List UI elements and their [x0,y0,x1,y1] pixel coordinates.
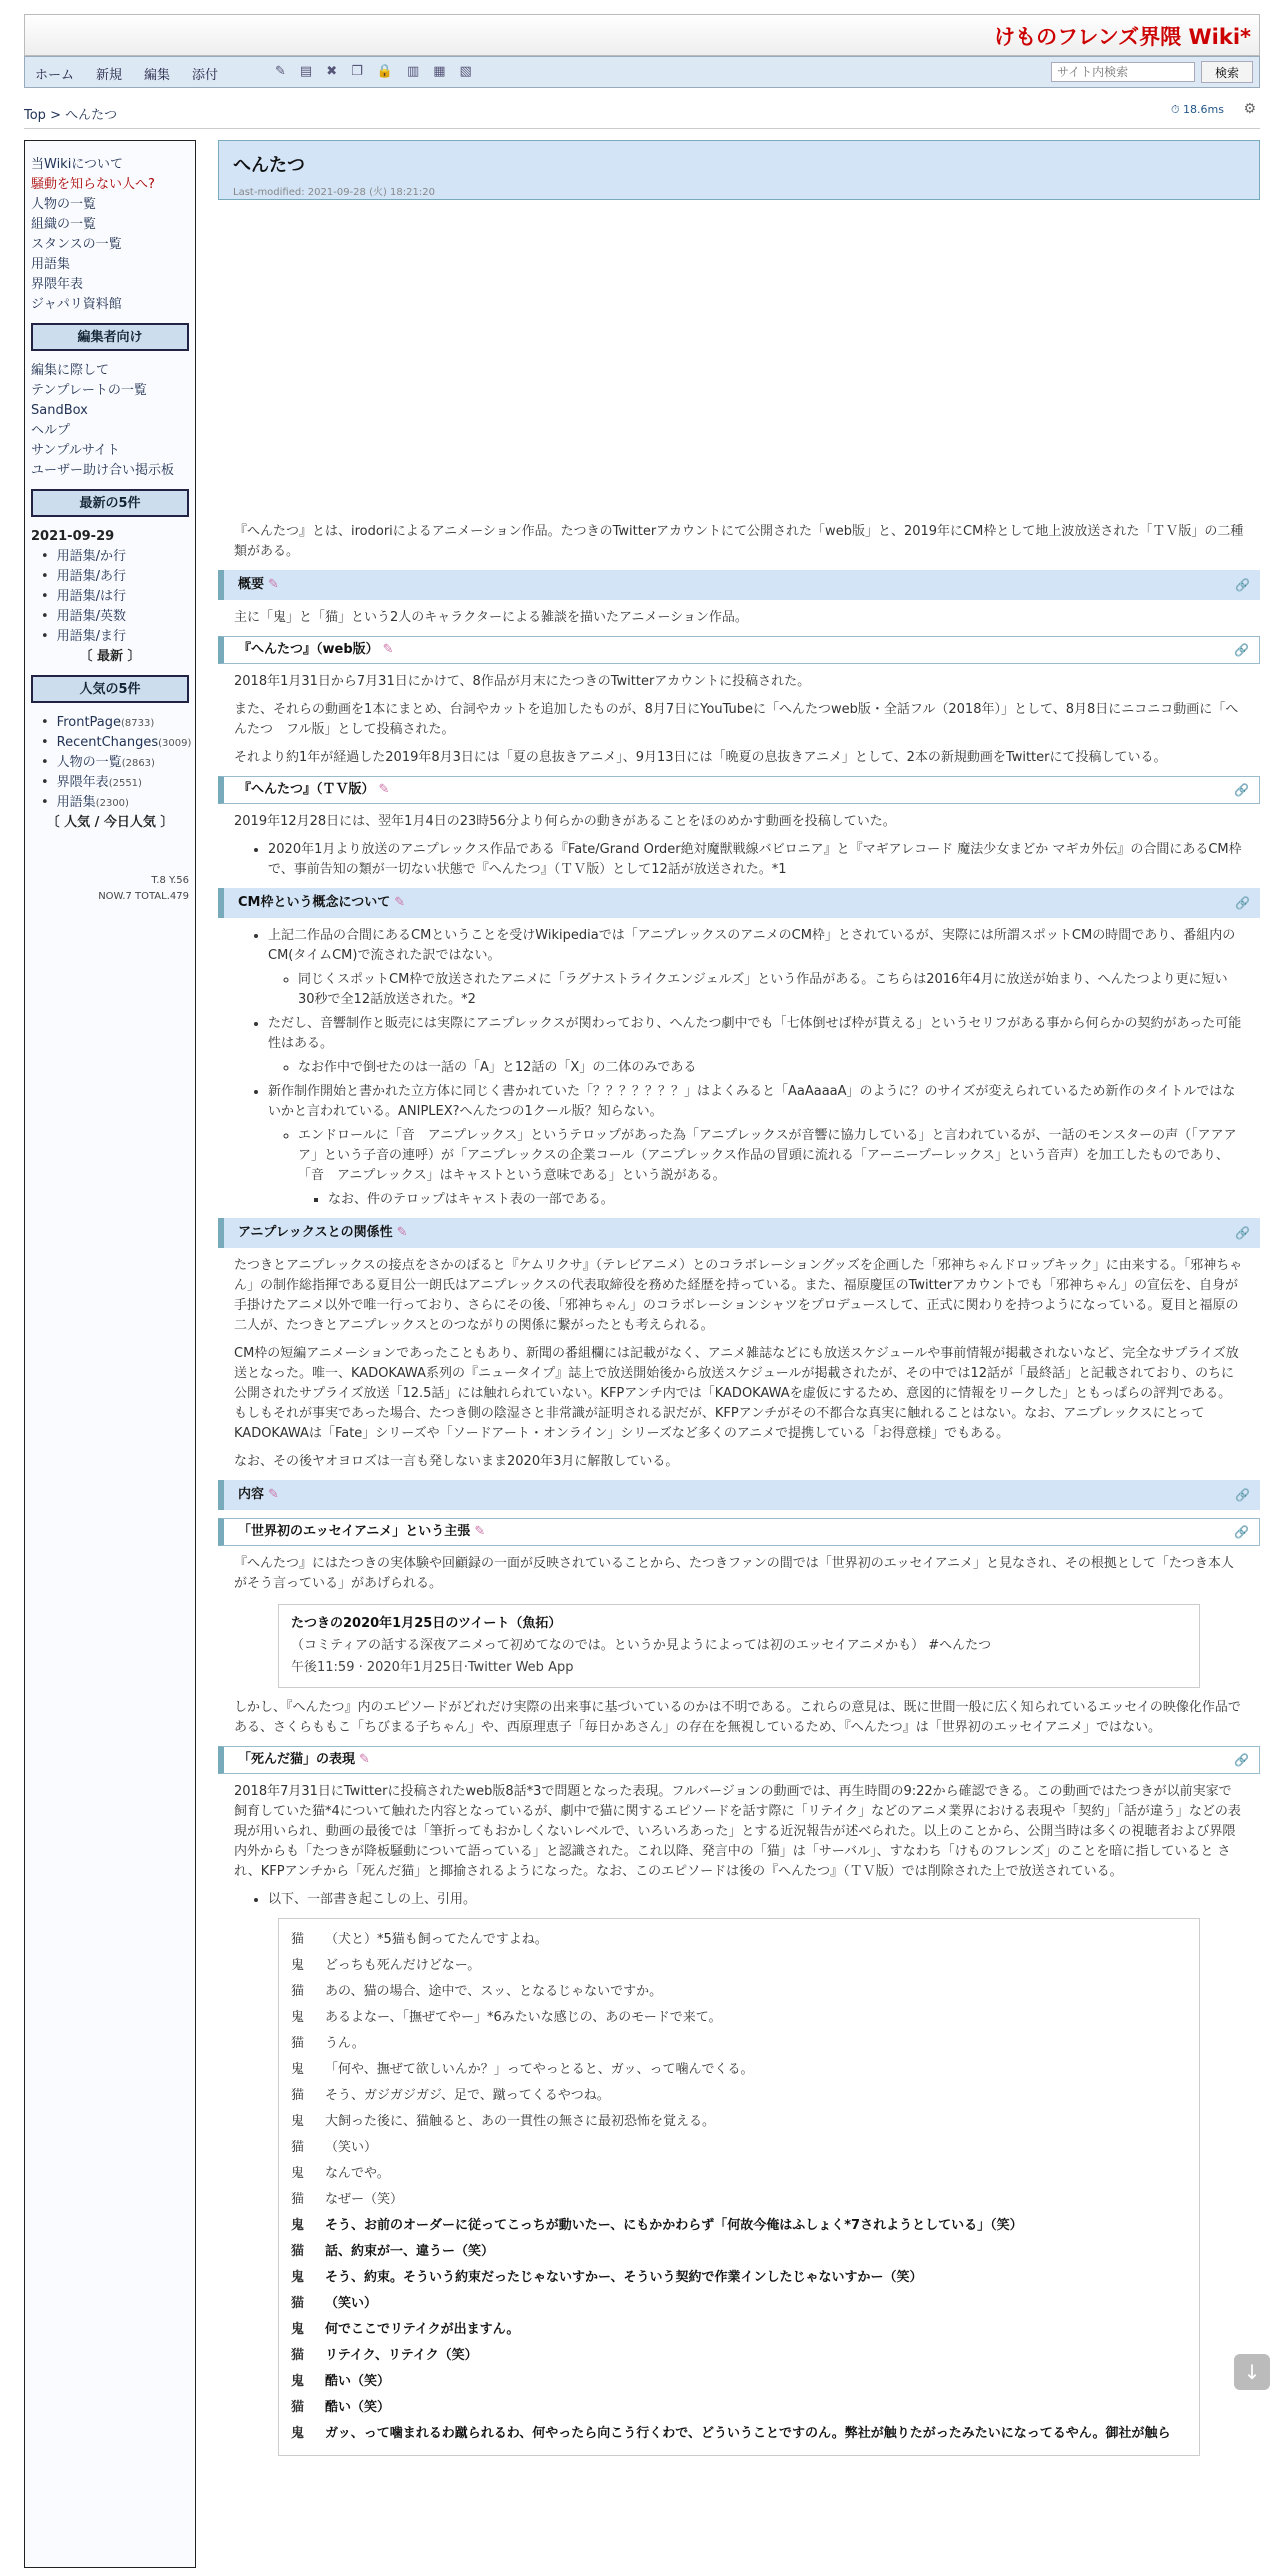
speaker-label: 鬼 [291,2166,305,2181]
edit-section-icon[interactable]: ✎ [396,1225,408,1240]
delete-icon[interactable]: ✖ [326,64,338,79]
speech-text: 話、約束が一、違うー（笑） [325,2244,495,2259]
popular-name[interactable]: 人物の一覧 [56,755,122,770]
transcript-line [291,2031,1187,2057]
perf-value: 18.6ms [1183,103,1224,116]
speech-text: そう、お前のオーダーに従ってこっちが動いたー、にもかかわらず「何故今俺はふしょく*7されようとしている」（笑） [325,2218,1023,2233]
paragraph: たつきとアニプレックスの接点をさかのぼると『ケムリクサ』（テレビアニメ）とのコラボレーショングッズを企画した「邪神ちゃんドロップキック」に由来する。「邪神ちゃん」の制作総指揮である夏目公一朗氏はアニプレックスの代表取締役を務めた経歴を持っている。また、福原慶匡のTwitterアカウントでも「邪神ちゃん」の宣伝を、自身が手掛けたアニメ以外で唯一行っており、さらにその後、「邪神ちゃん」のコラボレーションシャツをプロデュースして、正式に関わりを持つようになっている。夏目と福原の二人が、たつきとアニプレックスとのつながりの関係に繋がったとも考えられる。 [234,1258,1243,1333]
transcript-line [291,2109,1187,2135]
transcript-line [291,1979,1187,2005]
speaker-label: 猫 [291,2348,305,2363]
paragraph: しかし、『へんたつ』内のエピソードがどれだけ実際の出来事に基づいているのかは不明である。これらの意見は、既に世間一般に広く知られているエッセイの映像化作品である、さくらももこ「ちびまる子ちゃん」や、西原理恵子「毎日かあさん」の存在を無視しているため、『へんたつ』は「世界初のエッセイアニメ」ではない。 [234,1700,1241,1735]
popular-count: (2551) [108,778,142,789]
sidebar-link-editing[interactable]: 編集に際して [31,363,110,378]
site-title[interactable]: けものフレンズ界隈 Wiki* [994,25,1251,49]
section-title: 『へんたつ』（ＴＶ版） [238,782,375,797]
list-text: エンドロールに「音 アニプレックス」というテロップがあった為「アニプレックスが音響に協力している」と言われているが、一話のモンスターの声（「アアアア」という子音の連呼）が「アニプレックスの企業コール（アニプレックス作品の冒頭に流れる「アーニープーレックス」という音声）を加工したものであり、「音 アニプレックス」はキャストという意味である」という説がある。 [298,1128,1237,1183]
latest-list [31,547,189,647]
link-icon[interactable]: 🔗 [1235,896,1250,910]
latest-section-head: 最新の5件 [31,489,189,517]
list-item[interactable]: • 用語集/あ行 [41,567,189,587]
speaker-label: 猫 [291,2088,305,2103]
transcript-line [291,2083,1187,2109]
link-icon[interactable]: 🔗 [1235,1226,1250,1240]
edit-section-icon[interactable]: ✎ [394,895,406,910]
edit-section-icon[interactable]: ✎ [359,1752,370,1767]
article-body [218,522,1260,2456]
speaker-label: 猫 [291,2296,305,2311]
speaker-label: 鬼 [291,2218,305,2233]
speech-text: 酷い（笑） [325,2400,391,2415]
main-content [218,140,1260,2456]
search-button[interactable]: 検索 [1201,61,1253,83]
copy-icon[interactable]: ❐ [351,64,363,79]
speaker-label: 鬼 [291,2010,305,2025]
list-item[interactable] [41,713,189,733]
edit-section-icon[interactable]: ✎ [268,1487,279,1502]
speech-text: なんでや。 [325,2166,390,2181]
popular-more-link[interactable]: 〔 人気 / 今日人気 〕 [46,815,174,830]
transcript-line [291,2265,1187,2291]
sidebar-link-people[interactable]: 人物の一覧 [31,197,97,212]
transcript-line [291,1927,1187,1953]
transcript-line [291,2239,1187,2265]
transcript-line [291,2369,1187,2395]
list-item[interactable]: • 用語集/は行 [41,587,189,607]
sidebar-link-archive[interactable]: ジャパリ資料館 [31,297,122,312]
section-title: 概要 [238,577,265,592]
popular-list [31,713,192,813]
speech-text: （笑い） [325,2140,378,2155]
popular-name[interactable]: RecentChanges [56,735,159,750]
paragraph: 『へんたつ』にはたつきの実体験や回顧録の一面が反映されていることから、たつきファンの間では「世界初のエッセイアニメ」と見なされ、その根拠として「たつき本人がそう言っている」があげられる。 [234,1556,1234,1591]
backup-icon[interactable]: ▦ [433,64,446,79]
speech-text: そう、ガジガジガジ、足で、蹴ってくるやつね。 [325,2088,610,2103]
speaker-label: 猫 [291,2400,305,2415]
nav-bar [24,56,1260,88]
popular-section-head: 人気の5件 [31,675,189,703]
transcript-line [291,2421,1187,2447]
paragraph: 主に「鬼」と「猫」という2人のキャラクターによる雑談を描いたアニメーション作品。 [234,610,748,625]
popular-count: (8733) [121,718,155,729]
bullet-list [268,840,1244,880]
lock-icon[interactable]: 🔒 [376,64,393,79]
sub-list [328,1190,1244,1210]
gear-icon[interactable]: ⚙ [1243,101,1256,117]
section-title: 「死んだ猫」の表現 [238,1752,356,1767]
list-item: • 2020年1月より放送のアニプレックス作品である『Fate/Grand Order絶対魔獣戦線バビロニア』と『マギアレコード 魔法少女まどか マギカ外伝』の合間にあるCM枠で、事前告知の類が一切ない状態で『へんたつ』（ＴＶ版）として12話が放送された。*1 [268,840,1244,880]
list-item [268,1014,1244,1078]
diff-icon[interactable]: ▥ [406,64,420,79]
list-text: 上記二作品の合間にあるCMということを受けWikipediaでは「アニプレックスのアニメのCM枠」とされているが、実際には所謂スポットCMの時間であり、番組内のCM(タイムCM)で流された訳ではない。 [268,928,1236,963]
link-icon[interactable]: 🔗 [1235,578,1250,592]
list-item[interactable] [41,753,189,773]
link-icon[interactable]: 🔗 [1234,643,1249,657]
speech-text: あるよなー、「撫ぜてやー」*6みたいな感じの、あのモードで来て。 [325,2010,722,2025]
speech-text: なぜー（笑） [325,2192,404,2207]
list-item [268,1082,1244,1210]
section-title: 内容 [238,1487,265,1502]
section-title: CM枠という概念について [238,895,391,910]
speech-text: 何でここでリテイクが出ますん。 [325,2322,520,2337]
nav-home-link[interactable]: ホーム [35,68,75,83]
speaker-label: 鬼 [291,2270,305,2285]
speaker-label: 猫 [291,2036,305,2051]
last-modified: Last-modified: 2021-09-28 (火) 18:21:20 [233,187,435,198]
bullet-list [268,926,1244,1210]
sidebar-link-sample[interactable]: サンプルサイト [31,443,120,458]
list-item[interactable] [41,773,189,793]
link-icon[interactable]: 🔗 [1235,1488,1250,1502]
transcript-line [291,2161,1187,2187]
sub-list [298,970,1244,1010]
sidebar-link-help[interactable]: ヘルプ [31,423,71,438]
list-item [268,926,1244,1010]
list-item: ◦ 同じくスポットCM枠で放送されたアニメに「ラグナストライクエンジェルズ」という作品がある。こちらは2016年4月に放送が始まり、へんたつより更に短い30秒で全12話放送された。*2 [298,970,1244,1010]
edit-section-icon[interactable]: ✎ [268,577,279,592]
counter-ty: T.8 Y.56 [151,875,189,886]
search-input[interactable] [1051,62,1195,82]
speech-text: そう、約束。そういう約束だったじゃないすかー、そういう契約で作業インしたじゃないすかー（笑） [325,2270,923,2285]
link-icon[interactable]: 🔗 [1234,1753,1249,1767]
tweet-embed [278,1604,1200,1688]
transcript-line [291,2187,1187,2213]
section-heading [218,1746,1260,1774]
paragraph: 2019年12月28日には、翌年1月4日の23時56分より何らかの動きがあることをほのめかす動画を投稿していた。 [234,814,896,829]
tweet-body: （コミティアの話する深夜アニメって初めてなのでは。というか見ようによっては初のエッセイアニメかも） #へんたつ [291,1638,992,1653]
paragraph: なお、その後ヤオヨロズは一言も発しないまま2020年3月に解散している。 [234,1454,679,1469]
speaker-label: 鬼 [291,1958,305,1973]
popular-count: (2300) [95,798,129,809]
transcript-line [291,2395,1187,2421]
link-icon[interactable]: 🔗 [1234,1525,1249,1539]
nav-new-link[interactable]: 新規 [96,68,123,83]
sidebar-link-forum[interactable]: ユーザー助け合い掲示板 [31,463,175,478]
tweet-time: 午後11:59 · 2020年1月25日·Twitter Web App [291,1660,574,1675]
section-heading [218,570,1260,600]
list-item[interactable]: • 用語集/英数 [41,607,189,627]
paragraph: CM枠の短編アニメーションであったこともあり、新聞の番組欄には記載がなく、アニメ雑誌などにも放送スケジュールや事前情報が掲載されないなど、完全なサプライズ放送となった。唯一、KADOKAWA系列の『ニュータイプ』誌上で放送開始後から放送スケジュールが掲載されたが、その中では12話が「最終話」と記載されており、のちに公開されたサプライズ放送「12.5話」には触れられていない。KFPアンチ内では「KADOKAWAを虚仮にするため、意図的に情報をリークした」ともっぱらの評判である。もしもそれが事実であった場合、たつき側の陰湿さと非常識が証明される訳だが、KFPアンチがその不都合な真実に触れることはない。なお、アニプレックスにとってKADOKAWAは「Fate」シリーズや「ソードアート・オンライン」シリーズなど多くのアニメで提携している「お得意様」でもある。 [234,1346,1239,1441]
sidebar-link-glossary[interactable]: 用語集 [31,257,71,272]
section-heading [218,1518,1260,1546]
speech-text: （犬と）*5猫も飼ってたんですよね。 [325,1932,548,1947]
section-heading [218,888,1260,918]
transcript-line [291,2343,1187,2369]
latest-more-link[interactable]: 〔 最新 〕 [79,649,141,664]
page-title[interactable]: へんたつ [233,155,305,176]
list-item: ▪ なお、件のテロップはキャスト表の一部である。 [328,1190,1244,1210]
transcript-line [291,2057,1187,2083]
speaker-label: 猫 [291,2140,305,2155]
transcript-box [278,1918,1200,2456]
transcript-line [291,1953,1187,1979]
speech-text: あの、猫の場合、途中で、スッ、となるじゃないですか。 [325,1984,663,1999]
popular-name[interactable]: 界隈年表 [56,775,109,790]
popular-name[interactable]: 用語集 [56,795,96,810]
nav-edit-link[interactable]: 編集 [144,68,171,83]
sub-list [298,1126,1244,1210]
title-box [218,140,1260,200]
tweet-head[interactable]: たつきの2020年1月25日のツイート（魚拓） [291,1616,562,1631]
bullet-list [268,1890,1244,1910]
sidebar-link-orgs[interactable]: 組織の一覧 [31,217,97,232]
sidebar-link-newcomer[interactable]: 騒動を知らない人へ? [31,177,155,192]
speaker-label: 鬼 [291,2374,305,2389]
paragraph: 2018年7月31日にTwitterに投稿されたweb版8話*3で問題となった表現。フルバージョンの動画では、再生時間の9:22から確認できる。この動画ではたつきが以前実家で飼育していた猫*4について触れた内容となっているが、劇中で猫に関するエピソードを話す際に「リテイク」などのアニメ業界における表現や「契約」「話が違う」などの表現が用いられ、動画の最後では「筆折ってもおかしくないレベルで、いろいろあった」とする近況報告が述べられた。以上のことから、公開当時は多くの視聴者および界隈内外からも「たつきが降板騒動について語っている」と認識された。これ以降、発言中の「猫」は「サーバル」、すなわち「けものフレンズ」のことを暗に指していると され、KFPアンチから「死んだ猫」と揶揄されるようになった。なお、このエピソードは後の『へんたつ』（ＴＶ版）では削除された上で放送されている。 [234,1784,1241,1879]
sidebar-link-templates[interactable]: テンプレートの一覧 [31,383,147,398]
section-heading [218,636,1260,664]
transcript-line [291,2005,1187,2031]
section-heading [218,1218,1260,1248]
edit-section-icon[interactable]: ✎ [382,642,394,657]
rename-icon[interactable]: ▧ [459,64,472,79]
sidebar-link-sandbox[interactable]: SandBox [31,403,88,418]
transcript-line [291,2213,1187,2239]
speaker-label: 猫 [291,1932,305,1947]
speech-text: リテイク、リテイク（笑） [325,2348,478,2363]
divider [24,128,1260,129]
sidebar-link-about[interactable]: 当Wikiについて [31,157,124,172]
speech-text: ガッ、って噛まれるわ蹴られるわ、何やったら向こう行くわで、どういうことですのん。弊社が触りたがったみたいになってるやん。御社が触ら [325,2426,1171,2441]
list-item[interactable] [41,793,189,813]
speaker-label: 鬼 [291,2426,305,2441]
speech-text: 酷い（笑） [325,2374,391,2389]
sidebar-link-stances[interactable]: スタンスの一覧 [31,237,122,252]
nav-attach-link[interactable]: 添付 [192,68,219,83]
edit-icon[interactable]: ✎ [275,64,286,79]
speech-text: 「何や、撫ぜて欲しいんか？」ってやっとると、ガッ、って噛んでくる。 [325,2062,754,2077]
section-title: アニプレックスとの関係性 [238,1225,393,1240]
paragraph: また、それらの動画を1本にまとめ、台詞やカットを追加したものが、8月7日にYouTubeに「へんたつweb版・全話フル（2018年）」として、8月8日にニコニコ動画に「へんたつ フル版」として投稿された。 [234,702,1239,737]
list-item[interactable]: • 用語集/か行 [41,547,189,567]
list-item[interactable] [41,733,192,753]
speech-text: うん。 [325,2036,365,2051]
paragraph: 2018年1月31日から7月31日にかけて、8作品が月末にたつきのTwitterアカウントに投稿された。 [234,674,811,689]
edit-section-icon[interactable]: ✎ [474,1524,486,1539]
speech-text: 大飼った後に、猫触ると、あの一貫性の無さに最初恐怖を覚える。 [325,2114,716,2129]
list-item[interactable]: • 用語集/ま行 [41,627,189,647]
speaker-label: 猫 [291,1984,305,1999]
list-item: • 以下、一部書き起こしの上、引用。 [268,1890,1244,1910]
transcript-line [291,2291,1187,2317]
nav-icons [275,64,472,79]
section-heading [218,776,1260,804]
speaker-label: 猫 [291,2244,305,2259]
counter-now: NOW.7 TOTAL.479 [98,891,189,902]
paragraph: それより約1年が経過した2019年8月3日には「夏の息抜きアニメ」、9月13日には「晩夏の息抜きアニメ」として、2本の新規動画をTwitterにて投稿している。 [234,750,1167,765]
list-item [298,1126,1244,1210]
site-header [24,14,1260,56]
section-title: 「世界初のエッセイアニメ」という主張 [238,1524,471,1539]
nav-links [35,64,218,83]
speaker-label: 鬼 [291,2322,305,2337]
speech-text: （笑い） [325,2296,378,2311]
list-text: ただし、音響制作と販売には実際にアニプレックスが関わっており、へんたつ劇中でも「七体倒せば枠が貰える」というセリフがある事から何らかの契約があった可能性はある。 [268,1016,1242,1051]
breadcrumb[interactable]: Top > へんたつ [24,108,118,123]
section-heading [218,1480,1260,1510]
speaker-label: 猫 [291,2192,305,2207]
page-icon[interactable]: ▤ [299,64,313,79]
intro-text: 『へんたつ』とは、irodoriによるアニメーション作品。たつきのTwitterアカウントにて公開された「web版」と、2019年にCM枠として地上波放送された「ＴＶ版」の二種類がある。 [234,524,1244,559]
speaker-label: 鬼 [291,2062,305,2077]
popular-count: (3009) [158,738,192,749]
ad-space [218,200,1260,514]
latest-date: 2021-09-29 [31,529,115,544]
sidebar-link-timeline[interactable]: 界隈年表 [31,277,84,292]
scroll-down-button[interactable]: ↓ [1234,2354,1270,2390]
link-icon[interactable]: 🔗 [1234,783,1249,797]
editor-section-head: 編集者向け [31,323,189,351]
sub-list [298,1058,1244,1078]
popular-name[interactable]: FrontPage [56,715,122,730]
speaker-label: 鬼 [291,2114,305,2129]
section-title: 『へんたつ』（web版） [238,642,379,657]
list-item: ◦ なお作中で倒せたのは一話の「A」と12話の「X」の二体のみである [298,1058,1244,1078]
transcript-line [291,2317,1187,2343]
perf-indicator: ⏱ 18.6ms [1170,103,1224,116]
sidebar [24,140,196,2568]
edit-section-icon[interactable]: ✎ [378,782,390,797]
popular-count: (2863) [121,758,155,769]
speech-text: どっちも死んだけどなー。 [325,1958,481,1973]
list-text: 新作制作開始と書かれた立方体に同じく書かれていた「？？？？？？？」はよくみると「AaAaaaA」のように？のサイズが変えられているため新作のタイトルではないかと言われている。ANIPLEX?へんたつの1クール版？知らない。 [268,1084,1236,1119]
transcript-line [291,2135,1187,2161]
